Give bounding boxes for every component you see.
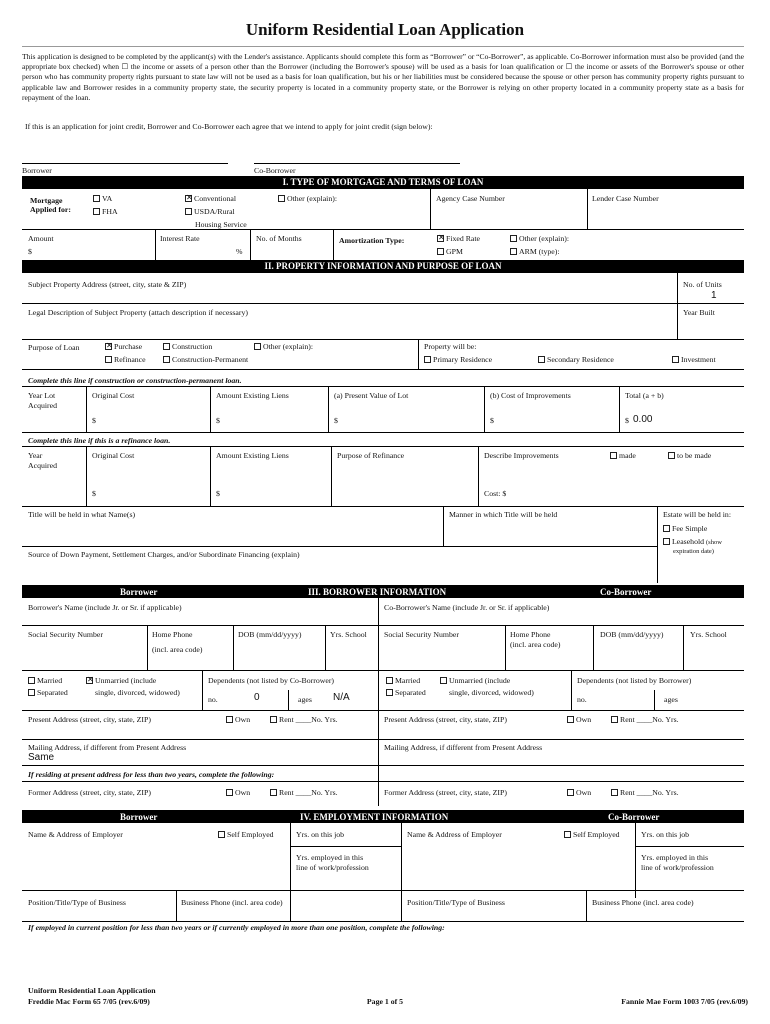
coborrower-dependents-ages-label: ages [664,695,678,704]
coborrower-former-rent-checkbox[interactable] [611,789,618,796]
borrower-dependents-ages-label: ages [298,695,312,704]
former-address-note: If residing at present address for less than two years, complete the following: [28,770,275,779]
primary-residence-checkbox[interactable] [424,356,431,363]
intro-paragraph: This application is designed to be completed by the applicant(s) with the Lender's assistance. Applicants should complete this form as “Borrower” or “Co-Borrower”, as applicable. Co-Borrower information must also be provided (and the appropriate box checked) when ☐ the income or assets of a person other than the Borrower (including the Borrower's spouse) will be used as a basis for loan qualification or ☐ the income or assets of the Borrower's spouse or other person who has community property rights pursuant to state law will not be used as a basis for loan qualification, but his or her liabilities must be considered because the spouse or other person has community property rights pursuant to applicable law and Borrower resides in a community property state, the security property is located in a community property state, or the Borrower is relying on other property located in a community property state as a basis for repayment of the loan. [22,52,744,102]
refi-original-cost-label: Original Cost [92,451,135,460]
housing-service-label: Housing Service [195,220,247,229]
borrower-signature-line[interactable] [22,163,228,164]
borrower-phone-label: Home Phone [152,630,193,639]
fixed-rate-checkbox[interactable] [437,235,444,242]
purpose-label: Purpose of Loan [28,343,80,352]
borrower-ssn-label: Social Security Number [28,630,103,639]
borrower-school-label: Yrs. School [330,630,367,639]
original-cost-dollar[interactable]: $ [92,416,96,425]
year-built-label: Year Built [683,308,715,317]
source-down-payment-label: Source of Down Payment, Settlement Charges, and/or Subordinate Financing (explain) [28,550,300,559]
coborrower-signature-line[interactable] [254,163,460,164]
borrower-dependents-no-label: no. [208,695,218,704]
construction-perm-option[interactable]: Construction-Permanent [163,355,248,364]
cost-label[interactable]: Cost: $ [484,489,507,498]
subject-address-label: Subject Property Address (street, city, state & ZIP) [28,280,187,289]
fha-checkbox[interactable] [93,208,100,215]
employment-note: If employed in current position for less than two years or if currently employed in more than one position, complete the following: [28,923,445,932]
coborrower-school-label: Yrs. School [690,630,727,639]
coborrower-area-code-label: (incl. area code) [510,640,561,649]
borrower-dependents-no-value[interactable]: 0 [254,692,260,703]
borrower-unmarried-option[interactable]: ✕Unmarried (include [86,676,156,685]
property-will-be-label: Property will be: [424,342,477,351]
footer-fannie-mae: Fannie Mae Form 1003 7/05 (rev.6/09) [621,997,748,1006]
improvements-dollar[interactable]: $ [490,416,494,425]
purpose-refinance-label: Purpose of Refinance [337,451,405,460]
units-value[interactable]: 1 [711,290,717,301]
mortgage-label: Mortgage [30,196,63,205]
borrower-own-checkbox[interactable] [226,716,233,723]
borrower-dependents-ages-value[interactable]: N/A [333,692,350,703]
secondary-residence-option[interactable]: Secondary Residence [538,355,614,364]
borrower-line-of-work-label: line of work/profession [296,863,369,872]
refinance-checkbox[interactable] [105,356,112,363]
primary-residence-option[interactable]: Primary Residence [424,355,492,364]
agency-case-label: Agency Case Number [436,194,505,203]
borrower-mailing-value[interactable]: Same [28,752,55,763]
construction-option[interactable]: Construction [163,342,212,351]
existing-liens-dollar[interactable]: $ [216,416,220,425]
other-amort-checkbox[interactable] [510,235,517,242]
coborrower-married-checkbox[interactable] [386,677,393,684]
borrower-separated-checkbox[interactable] [28,689,35,696]
coborrower-own-option[interactable]: Own [567,715,591,724]
borrower-own-option[interactable]: Own [226,715,250,724]
borrower-former-own-option[interactable]: Own [226,788,250,797]
va-option[interactable]: VA [93,194,112,203]
refinance-option[interactable]: Refinance [105,355,146,364]
borrower-employer-label: Name & Address of Employer [28,830,123,839]
made-checkbox[interactable] [610,452,617,459]
coborrower-line-of-work-label: line of work/profession [641,863,714,872]
other-purpose-option[interactable]: Other (explain): [254,342,313,351]
expiration-date-note: expiration date) [673,548,714,555]
fha-option[interactable]: FHA [93,207,118,216]
other-purpose-checkbox[interactable] [254,343,261,350]
describe-improvements-label: Describe Improvements [484,451,559,460]
total-value[interactable]: 0.00 [633,414,653,425]
arm-option[interactable]: ARM (type): [510,247,560,256]
coborrower-former-rent-option[interactable]: Rent ____No. Yrs. [611,788,679,797]
coborrower-yrs-employed-label: Yrs. employed in this [641,853,709,862]
present-value-dollar[interactable]: $ [334,416,338,425]
conventional-checkbox[interactable] [185,195,192,202]
coborrower-name-label: Co-Borrower's Name (include Jr. or Sr. if applicable) [384,603,550,612]
refi-existing-liens-label: Amount Existing Liens [216,451,289,460]
coborrower-rent-option[interactable]: Rent ____No. Yrs. [611,715,679,724]
fee-simple-checkbox[interactable] [663,525,670,532]
section-4-header: IV. EMPLOYMENT INFORMATION [300,812,449,822]
borrower-unmarried-checkbox[interactable] [86,677,93,684]
investment-checkbox[interactable] [672,356,679,363]
amount-dollar[interactable]: $ [28,247,32,256]
other-mortgage-checkbox[interactable] [278,195,285,202]
applied-for-label: Applied for: [30,205,71,214]
coborrower-mailing-label: Mailing Address, if different from Present Address [384,743,543,752]
employment-borrower-header: Borrower [120,812,158,822]
amount-label: Amount [28,234,54,243]
fixed-rate-option[interactable]: ✕ Fixed Rate [437,234,480,243]
borrower-dob-label: DOB (mm/dd/yyyy) [238,630,302,639]
total-label: Total (a + b) [625,391,664,400]
fee-simple-option[interactable]: Fee Simple [663,524,707,533]
amortization-label: Amortization Type: [339,236,405,245]
refi-original-cost-dollar[interactable]: $ [92,489,96,498]
year-lot-label: Year Lot [28,391,56,400]
made-option[interactable]: made [610,451,636,460]
footer-freddie-mac: Freddie Mac Form 65 7/05 (rev.6/09) [28,997,150,1006]
coborrower-single-label: single, divorced, widowed) [449,688,534,697]
coborrower-separated-option[interactable]: Separated [386,688,426,697]
borrower-single-label: single, divorced, widowed) [95,688,180,697]
section-3-header: III. BORROWER INFORMATION [308,587,447,597]
borrower-signature-label: Borrower [22,166,52,175]
usda-checkbox[interactable] [185,208,192,215]
coborrower-rent-checkbox[interactable] [611,716,618,723]
joint-credit-text: If this is an application for joint credit, Borrower and Co-Borrower each agree that we intend to apply for joint credit (sign below): [25,122,433,131]
borrower-former-rent-option[interactable]: Rent ____No. Yrs. [270,788,338,797]
coborrower-self-employed-option[interactable]: Self Employed [564,830,620,839]
improvements-label: (b) Cost of Improvements [490,391,571,400]
coborrower-unmarried-checkbox[interactable] [440,677,447,684]
footer-form-title: Uniform Residential Loan Application [28,986,156,995]
investment-option[interactable]: Investment [672,355,716,364]
borrower-dependents-label: Dependents (not listed by Co-Borrower) [208,676,335,685]
coborrower-position-label: Position/Title/Type of Business [407,898,505,907]
coborrower-signature-label: Co-Borrower [254,166,296,175]
refinance-line-note: Complete this line if this is a refinance loan. [28,436,171,445]
coborrower-present-address-label: Present Address (street, city, state, ZIP) [384,715,507,724]
form-title: Uniform Residential Loan Application [245,20,525,39]
interest-rate-label: Interest Rate [160,234,200,243]
existing-liens-label: Amount Existing Liens [216,391,289,400]
borrower-area-code-label: (incl. area code) [152,645,203,654]
to-be-made-checkbox[interactable] [668,452,675,459]
borrower-col-header: Borrower [120,587,158,597]
va-checkbox[interactable] [93,195,100,202]
leasehold-checkbox[interactable] [663,538,670,545]
borrower-married-option[interactable]: Married [28,676,62,685]
borrower-self-employed-option[interactable]: Self Employed [218,830,274,839]
borrower-mailing-label: Mailing Address, if different from Present Address [28,743,187,752]
coborrower-married-option[interactable]: Married [386,676,420,685]
leasehold-option[interactable]: Leasehold (show [663,537,722,546]
borrower-self-employed-checkbox[interactable] [218,831,225,838]
usda-option[interactable]: USDA/Rural [185,207,235,216]
section-1-header: I. TYPE OF MORTGAGE AND TERMS OF LOAN [22,176,744,189]
acquired-refi-label: Acquired [28,461,58,470]
arm-checkbox[interactable] [510,248,517,255]
coborrower-separated-checkbox[interactable] [386,689,393,696]
construction-line-note: Complete this line if construction or construction-permanent loan. [28,376,242,385]
borrower-yrs-job-label: Yrs. on this job [296,830,345,839]
refi-existing-liens-dollar[interactable]: $ [216,489,220,498]
construction-checkbox[interactable] [163,343,170,350]
borrower-business-phone-label: Business Phone (incl. area code) [181,898,283,907]
coborrower-employer-label: Name & Address of Employer [407,830,502,839]
months-label: No. of Months [256,234,302,243]
purchase-option[interactable]: ✕ Purchase [105,342,142,351]
secondary-residence-checkbox[interactable] [538,356,545,363]
footer-page-number: Page 1 of 5 [366,997,404,1006]
borrower-married-checkbox[interactable] [28,677,35,684]
coborrower-former-own-option[interactable]: Own [567,788,591,797]
coborrower-yrs-job-label: Yrs. on this job [641,830,690,839]
estate-label: Estate will be held in: [663,510,731,519]
legal-description-label: Legal Description of Subject Property (attach description if necessary) [28,308,248,317]
other-mortgage-option[interactable]: Other (explain): [278,194,337,203]
gpm-checkbox[interactable] [437,248,444,255]
manner-title-label: Manner in which Title will be held [449,510,558,519]
acquired-label: Acquired [28,401,58,410]
construction-perm-checkbox[interactable] [163,356,170,363]
other-amort-option[interactable]: Other (explain): [510,234,569,243]
borrower-name-label: Borrower's Name (include Jr. or Sr. if applicable) [28,603,182,612]
gpm-option[interactable]: GPM [437,247,463,256]
units-label: No. of Units [683,280,722,289]
coborrower-former-address-label: Former Address (street, city, state, ZIP) [384,788,507,797]
coborrower-unmarried-option[interactable]: Unmarried (include [440,676,510,685]
borrower-separated-option[interactable]: Separated [28,688,68,697]
total-dollar: $ [625,416,629,425]
to-be-made-option[interactable]: to be made [668,451,711,460]
title-names-label: Title will be held in what Name(s) [28,510,136,519]
coborrower-own-checkbox[interactable] [567,716,574,723]
borrower-former-rent-checkbox[interactable] [270,789,277,796]
coborrower-phone-label: Home Phone [510,630,551,639]
borrower-present-address-label: Present Address (street, city, state, ZIP) [28,715,151,724]
coborrower-business-phone-label: Business Phone (incl. area code) [592,898,694,907]
purchase-checkbox[interactable] [105,343,112,350]
present-value-label: (a) Present Value of Lot [334,391,409,400]
borrower-former-address-label: Former Address (street, city, state, ZIP) [28,788,151,797]
coborrower-dependents-label: Dependents (not listed by Borrower) [577,676,692,685]
coborrower-col-header: Co-Borrower [600,587,652,597]
coborrower-dependents-no-label: no. [577,695,587,704]
lender-case-label: Lender Case Number [592,194,659,203]
title-divider [22,46,744,47]
borrower-position-label: Position/Title/Type of Business [28,898,126,907]
employment-coborrower-header: Co-Borrower [608,812,660,822]
original-cost-label: Original Cost [92,391,135,400]
conventional-option[interactable]: ✕Conventional [185,194,236,203]
coborrower-ssn-label: Social Security Number [384,630,459,639]
borrower-former-own-checkbox[interactable] [226,789,233,796]
year-label: Year [28,451,43,460]
interest-rate-percent[interactable]: % [236,247,243,256]
borrower-rent-checkbox[interactable] [270,716,277,723]
coborrower-self-employed-checkbox[interactable] [564,831,571,838]
coborrower-former-own-checkbox[interactable] [567,789,574,796]
section-2-header: II. PROPERTY INFORMATION AND PURPOSE OF LOAN [22,260,744,273]
borrower-rent-option[interactable]: Rent ____No. Yrs. [270,715,338,724]
borrower-yrs-employed-label: Yrs. employed in this [296,853,364,862]
coborrower-dob-label: DOB (mm/dd/yyyy) [600,630,664,639]
